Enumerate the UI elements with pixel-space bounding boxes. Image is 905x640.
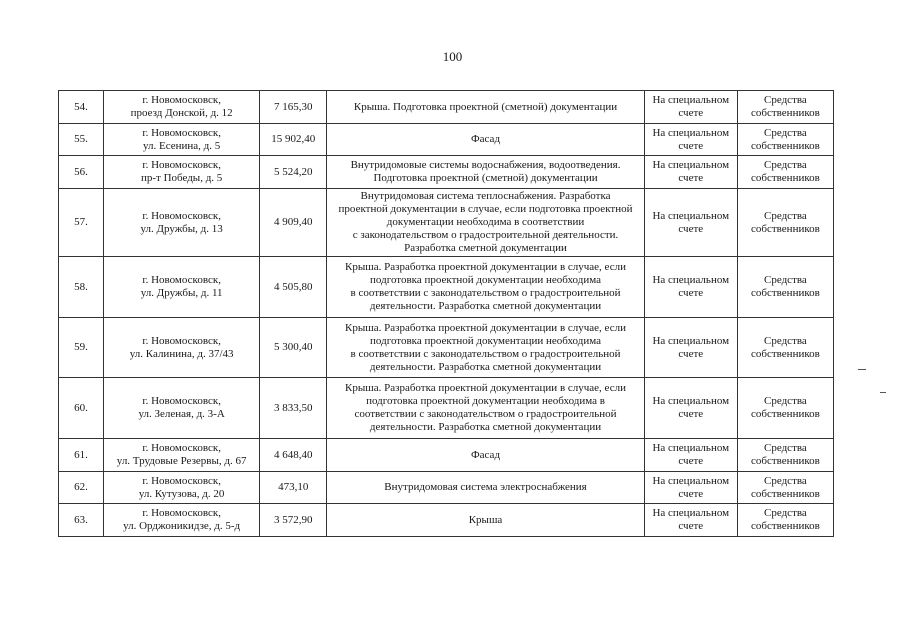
table-row [59,189,834,257]
cost-cell: 3 572,90 [260,504,327,537]
work-description-cell [327,156,644,189]
funding-source-cell [737,472,833,504]
funding-source-line: Средства [764,126,807,139]
repair-schedule-table [58,90,834,537]
funding-source-cell [737,156,833,189]
account-type-line: счете [678,455,704,467]
account-type-cell [644,439,737,472]
account-type-line: На специальном [652,395,730,407]
account-type-cell [644,472,737,504]
table-row [59,91,834,124]
work-description-line: подготовка проектной документации необходима [370,274,601,286]
work-description-line: Внутридомовая система теплоснабжения. Разработка [360,190,611,202]
address-line: ул. Калинина, д. 37/43 [129,347,234,360]
funding-source-line: собственников [751,287,820,299]
page-number: 100 [442,49,463,64]
row-number-cell: 56. [59,156,104,189]
account-type-line: счете [678,287,704,299]
address-line: ул. Дружбы, д. 13 [140,222,223,235]
account-type-line: На специальном [652,126,730,139]
work-description-line: Фасад [470,133,501,145]
funding-source-line: собственников [751,520,820,532]
work-description-line: Подготовка проектной (сметной) документации [373,172,598,184]
funding-source-line: Средства [764,274,807,286]
scan-mark [858,369,866,370]
account-type-cell [644,189,737,257]
funding-source-line: Средства [764,209,807,222]
account-type-line: На специальном [652,94,730,106]
account-type-cell [644,257,737,318]
work-description-line: документации необходима в соответствии [386,216,585,228]
work-description-line: Крыша. Разработка проектной документации в случае, если [345,321,626,334]
funding-source-cell [737,91,833,124]
account-type-line: счете [678,487,704,500]
work-description-cell [327,189,644,257]
address-cell [104,156,260,189]
address-line: г. Новомосковск, [142,159,221,171]
cost-cell: 4 505,80 [260,257,327,318]
work-description-line: в соответствии с законодательством о градостроительной [350,347,621,360]
cost-cell: 5 300,40 [260,318,327,378]
funding-source-line: Средства [764,94,807,106]
work-description-cell [327,318,644,378]
funding-source-line: собственников [751,107,820,119]
work-description-line: Крыша [468,513,503,526]
account-type-cell [644,318,737,378]
address-line: г. Новомосковск, [142,274,221,286]
address-line: г. Новомосковск, [142,474,221,487]
account-type-line: счете [678,139,704,152]
funding-source-cell [737,504,833,537]
work-description-line: в соответствии с законодательством о градостроительной [350,287,621,299]
row-number-cell: 54. [59,91,104,124]
work-description-line: Крыша. Разработка проектной документации в случае, если [345,382,626,394]
work-description-line: с законодательством о градостроительной деятельности. [352,229,619,241]
work-description-line: соответствии с законодательством о градостроительной [354,408,617,420]
account-type-line: На специальном [652,274,730,286]
funding-source-line: Средства [764,442,807,454]
account-type-line: На специальном [652,159,730,171]
account-type-cell [644,91,737,124]
funding-source-line: собственников [751,455,820,467]
funding-source-line: собственников [751,347,820,360]
cost-cell: 7 165,30 [260,91,327,124]
work-description-line: подготовка проектной документации необходима [370,334,601,347]
address-line: проезд Донской, д. 12 [130,107,233,119]
work-description-line: Крыша. Подготовка проектной (сметной) документации [353,100,618,113]
account-type-line: счете [678,107,704,119]
table-row [59,472,834,504]
address-line: г. Новомосковск, [142,126,221,139]
table-body [59,91,834,537]
work-description-line: деятельности. Разработка сметной документации [369,300,602,312]
funding-source-line: собственников [751,487,820,500]
account-type-line: На специальном [652,334,730,347]
table-row [59,124,834,156]
table-row [59,257,834,318]
scan-mark [880,392,886,393]
row-number-cell: 62. [59,472,104,504]
work-description-line: Фасад [470,448,501,461]
account-type-line: На специальном [652,209,730,222]
cost-cell: 3 833,50 [260,378,327,439]
row-number-cell: 57. [59,189,104,257]
funding-source-line: Средства [764,334,807,347]
work-description-line: Разработка сметной документации [404,242,567,254]
work-description-line: подготовка проектной документации необходима в [366,395,605,407]
account-type-line: На специальном [652,474,730,487]
work-description-cell [327,91,644,124]
work-description-cell [327,124,644,156]
address-cell [104,472,260,504]
row-number-cell: 59. [59,318,104,378]
address-cell [104,504,260,537]
funding-source-line: Средства [764,507,807,519]
address-line: г. Новомосковск, [142,507,221,519]
funding-source-line: собственников [751,172,820,184]
address-line: г. Новомосковск, [142,94,221,106]
address-line: ул. Есенина, д. 5 [143,139,221,152]
row-number-cell: 60. [59,378,104,439]
work-description-cell [327,378,644,439]
funding-source-cell [737,124,833,156]
address-cell [104,124,260,156]
account-type-cell [644,378,737,439]
funding-source-line: собственников [751,139,820,152]
address-line: ул. Трудовые Резервы, д. 67 [116,455,247,467]
address-cell [104,91,260,124]
address-cell [104,189,260,257]
funding-source-line: Средства [764,159,807,171]
address-line: ул. Орджоникидзе, д. 5-д [123,520,241,532]
funding-source-cell [737,439,833,472]
row-number-cell: 58. [59,257,104,318]
work-description-line: Внутридомовые системы водоснабжения, водоотведения. [350,159,621,171]
address-line: г. Новомосковск, [142,209,221,222]
account-type-line: счете [678,408,704,420]
cost-cell: 4 648,40 [260,439,327,472]
work-description-line: деятельности. Разработка сметной документации [369,421,602,433]
address-line: ул. Кутузова, д. 20 [138,487,225,500]
address-cell [104,318,260,378]
address-line: г. Новомосковск, [142,442,221,454]
account-type-cell [644,124,737,156]
work-description-line: деятельности. Разработка сметной документации [369,360,602,373]
funding-source-cell [737,318,833,378]
work-description-cell [327,472,644,504]
table-row [59,318,834,378]
work-description-line: Внутридомовая система электроснабжения [384,481,587,493]
address-line: г. Новомосковск, [142,334,221,347]
work-description-line: проектной документации в случае, если подготовка проектной [338,203,633,215]
address-line: ул. Зеленая, д. 3-А [138,408,225,420]
work-description-cell [327,439,644,472]
cost-cell: 5 524,20 [260,156,327,189]
work-description-cell [327,504,644,537]
address-line: ул. Дружбы, д. 11 [140,287,223,299]
funding-source-line: собственников [751,222,820,235]
funding-source-line: собственников [751,408,820,420]
table-row [59,439,834,472]
account-type-line: счете [678,172,704,184]
cost-cell: 15 902,40 [260,124,327,156]
address-cell [104,257,260,318]
account-type-cell [644,504,737,537]
account-type-line: счете [678,520,704,532]
funding-source-line: Средства [764,395,807,407]
cost-cell: 473,10 [260,472,327,504]
funding-source-cell [737,378,833,439]
funding-source-cell [737,189,833,257]
address-cell [104,378,260,439]
account-type-line: счете [678,347,704,360]
account-type-cell [644,156,737,189]
address-line: г. Новомосковск, [142,395,221,407]
address-line: пр-т Победы, д. 5 [140,172,223,184]
funding-source-cell [737,257,833,318]
account-type-line: На специальном [652,507,730,519]
table-row [59,504,834,537]
row-number-cell: 55. [59,124,104,156]
work-description-line: Крыша. Разработка проектной документации в случае, если [345,261,626,273]
table-row [59,156,834,189]
cost-cell: 4 909,40 [260,189,327,257]
row-number-cell: 63. [59,504,104,537]
address-cell [104,439,260,472]
funding-source-line: Средства [764,474,807,487]
account-type-line: счете [678,222,704,235]
account-type-line: На специальном [652,442,730,454]
work-description-cell [327,257,644,318]
row-number-cell: 61. [59,439,104,472]
table-row [59,378,834,439]
